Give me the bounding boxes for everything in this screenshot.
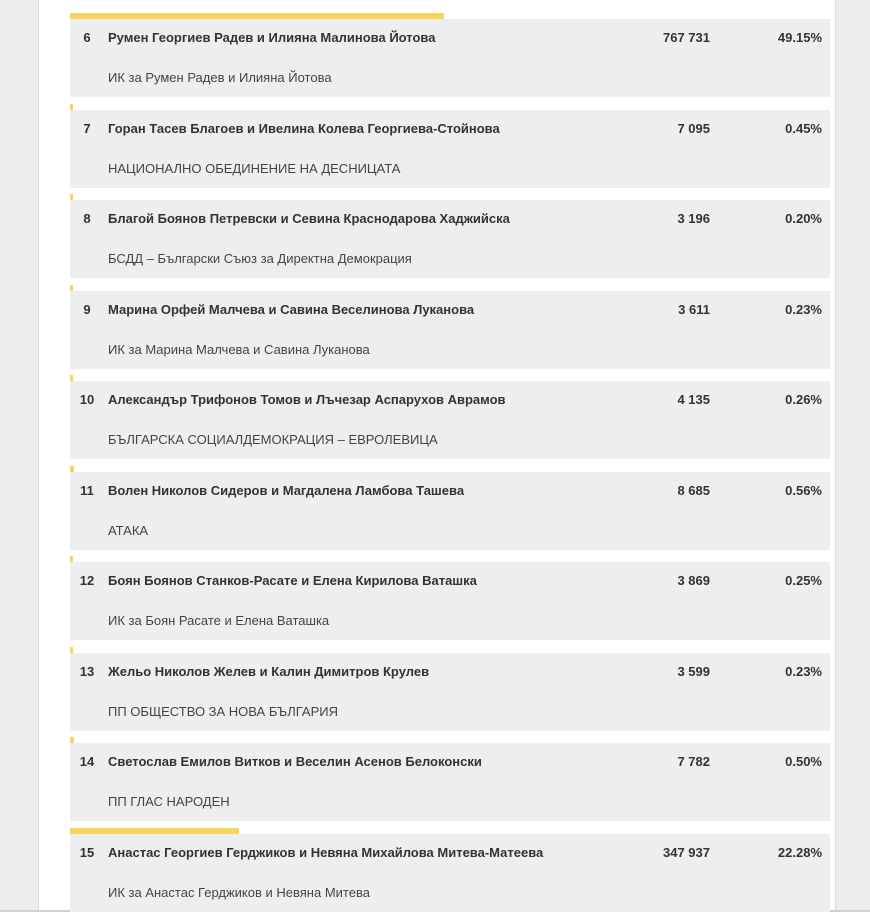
candidate-names: Александър Трифонов Томов и Лъчезар Аспарухов Аврамов <box>108 392 506 407</box>
candidate-names: Благой Боянов Петревски и Севина Краснодарова Хаджийска <box>108 211 510 226</box>
candidate-names: Марина Орфей Малчева и Савина Веселинова Луканова <box>108 301 475 317</box>
candidate-number: 9 <box>83 301 91 317</box>
nominating-party: ИК за Анастас Герджиков и Невяна Митева <box>108 884 370 900</box>
candidate-row <box>70 381 830 459</box>
nominating-party: ИК за Марина Малчева и Савина Луканова <box>108 341 370 357</box>
vote-share-bar <box>70 13 444 19</box>
vote-percent: 0.20% <box>785 211 822 226</box>
candidate-names: Жельо Николов Желев и Калин Димитров Крулев <box>108 663 430 679</box>
nominating-party: ИК за Боян Расате и Елена Ваташка <box>108 613 330 628</box>
vote-share-bar <box>70 285 73 291</box>
nominating-party: БЪЛГАРСКА СОЦИАЛДЕМОКРАЦИЯ – ЕВРОЛЕВИЦА <box>108 432 438 447</box>
vote-count: 7 782 <box>677 754 710 769</box>
candidate-row <box>70 653 830 731</box>
candidate-row <box>70 562 830 640</box>
vote-count: 8 685 <box>677 482 710 498</box>
candidate-row <box>70 291 830 369</box>
nominating-party: ПП ГЛАС НАРОДЕН <box>108 794 230 809</box>
candidate-number: 13 <box>79 663 95 679</box>
vote-percent: 49.15% <box>777 30 822 45</box>
candidate-names: Волен Николов Сидеров и Магдалена Ламбова Ташева <box>108 482 465 498</box>
vote-count: 347 937 <box>663 844 710 860</box>
vote-share-bar <box>70 104 73 110</box>
vote-share-bar <box>70 737 74 743</box>
nominating-party: ИК за Румен Радев и Илияна Йотова <box>108 70 332 85</box>
candidate-number: 10 <box>79 392 95 407</box>
vote-count: 767 731 <box>663 30 710 45</box>
vote-count: 7 095 <box>677 120 710 136</box>
vote-share-bar <box>70 194 73 200</box>
vote-count: 4 135 <box>677 392 710 407</box>
nominating-party: БСДД – Български Съюз за Директна Демокрация <box>108 251 412 266</box>
candidate-number: 8 <box>83 211 91 226</box>
candidate-row <box>70 834 830 912</box>
candidate-names: Анастас Георгиев Герджиков и Невяна Михайлова Митева-Матеева <box>108 844 544 860</box>
vote-count: 3 869 <box>677 573 710 588</box>
vote-share-bar <box>70 375 73 381</box>
vote-count: 3 599 <box>677 663 710 679</box>
vote-percent: 0.26% <box>785 392 822 407</box>
vote-share-bar <box>70 828 239 834</box>
nominating-party: ПП ОБЩЕСТВО ЗА НОВА БЪЛГАРИЯ <box>108 703 338 719</box>
vote-share-bar <box>70 466 74 472</box>
candidate-names: Горан Тасев Благоев и Ивелина Колева Георгиева-Стойнова <box>108 120 500 136</box>
vote-percent: 0.25% <box>785 573 822 588</box>
vote-percent: 0.56% <box>785 482 822 498</box>
candidate-number: 11 <box>80 482 94 498</box>
vote-percent: 0.50% <box>785 754 822 769</box>
nominating-party: НАЦИОНАЛНО ОБЕДИНЕНИЕ НА ДЕСНИЦАТА <box>108 160 401 176</box>
vote-percent: 0.45% <box>785 120 822 136</box>
candidate-row <box>70 200 830 278</box>
vote-percent: 0.23% <box>785 663 822 679</box>
candidate-names: Румен Георгиев Радев и Илияна Малинова Йотова <box>108 30 436 45</box>
candidate-row <box>70 19 830 97</box>
candidate-number: 12 <box>79 573 95 588</box>
vote-count: 3 196 <box>677 211 710 226</box>
vote-share-bar <box>70 647 73 653</box>
candidate-row <box>70 472 830 550</box>
candidate-row <box>70 110 830 188</box>
candidate-number: 7 <box>83 120 91 136</box>
candidate-names: Светослав Емилов Витков и Веселин Асенов Белоконски <box>108 754 482 769</box>
candidate-number: 14 <box>79 754 95 769</box>
candidate-number: 15 <box>79 844 95 860</box>
nominating-party: АТАКА <box>108 522 149 538</box>
vote-share-bar <box>70 556 73 562</box>
candidate-names: Боян Боянов Станков-Расате и Елена Кирилова Ваташка <box>108 573 477 588</box>
candidate-number: 6 <box>83 30 91 45</box>
vote-percent: 22.28% <box>777 844 822 860</box>
vote-percent: 0.23% <box>785 301 822 317</box>
vote-count: 3 611 <box>678 301 710 317</box>
candidate-row <box>70 743 830 821</box>
